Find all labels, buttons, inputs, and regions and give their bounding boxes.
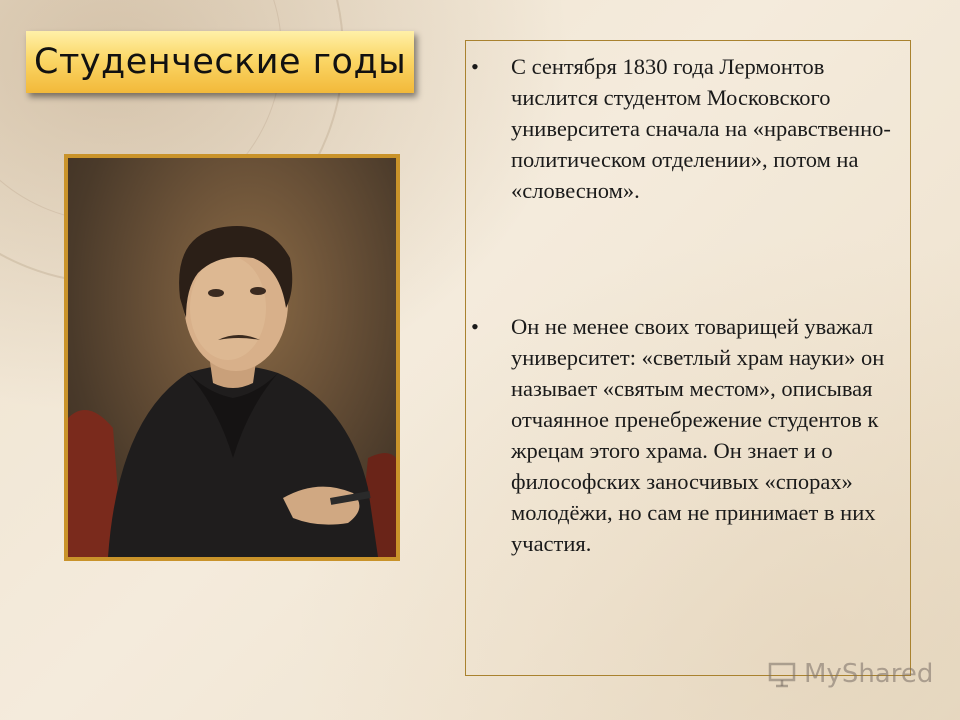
- watermark: [768, 658, 933, 690]
- slide-title-box: [26, 31, 414, 93]
- bullet-text: Он не менее своих товарищей уважал университет: «светлый храм науки» он называет «святым местом», описывая отчаянное пренебрежение студентов к жрецам этого храма. Он знает и о философских заносчивых «спорах» молодёжи, но сам не принимает в них участия.: [511, 314, 885, 556]
- bullet-marker: •: [471, 54, 479, 79]
- content-text-box: [465, 40, 911, 676]
- presentation-icon: [768, 660, 798, 688]
- watermark-text: MyShared: [804, 659, 934, 689]
- portrait-frame: [64, 154, 400, 561]
- slide-title: Студенческие годы: [34, 42, 407, 82]
- portrait-illustration: [68, 158, 396, 557]
- bullet-item: [466, 311, 906, 559]
- portrait-image: [68, 158, 396, 557]
- bullet-item: [466, 51, 906, 206]
- bullet-marker: •: [471, 314, 479, 339]
- bullet-text: С сентября 1830 года Лермонтов числится студентом Московского университета сначала на «нравственно-политическом отделении», потом на «словесном».: [511, 54, 891, 203]
